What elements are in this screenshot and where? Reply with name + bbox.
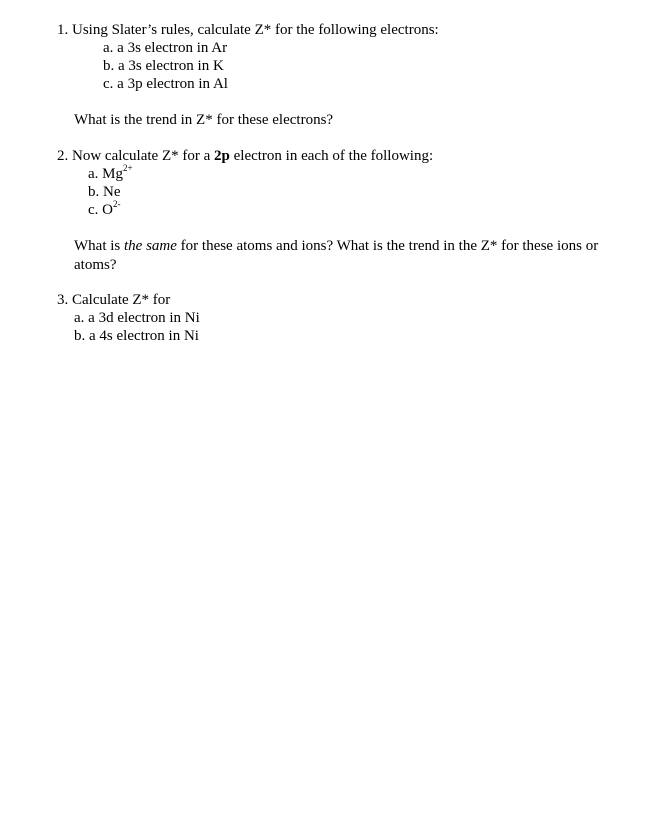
question-2-item-c-label: c. O — [88, 202, 113, 218]
question-3-item-b: b. a 4s electron in Ni — [74, 328, 199, 344]
question-3-text: 3. Calculate Z* for — [57, 292, 171, 308]
question-2-item-a-label: a. Mg — [88, 166, 123, 182]
question-2-item-c-charge: 2- — [113, 199, 121, 209]
question-2-prefix: 2. Now calculate Z* for a — [57, 148, 215, 164]
question-1-text: 1. Using Slater’s rules, calculate Z* for the following electrons: — [57, 22, 439, 38]
question-2-text — [57, 147, 433, 165]
question-3-item-a: a. a 3d electron in Ni — [74, 310, 200, 326]
question-2-followup-suffix: for these atoms and ions? What is the trend in the Z* for these ions or atoms? — [74, 238, 599, 273]
question-1-item-c: c. a 3p electron in Al — [103, 76, 228, 92]
question-2-followup-italic: the same — [124, 238, 177, 254]
question-2-item-b-label: b. Ne — [88, 184, 121, 200]
question-1-followup: What is the trend in Z* for these electrons? — [74, 112, 334, 128]
question-1-item-b: b. a 3s electron in K — [103, 58, 224, 74]
question-2-item-a — [88, 165, 133, 183]
question-2-item-c — [88, 201, 121, 219]
question-2-followup-prefix: What is — [74, 238, 124, 254]
question-1-item-a: a. a 3s electron in Ar — [103, 40, 228, 56]
question-2-bold: 2p — [214, 148, 230, 164]
question-2-followup — [74, 237, 614, 275]
question-2-suffix: electron in each of the following: — [229, 148, 434, 164]
question-2-item-a-charge: 2+ — [123, 163, 133, 173]
